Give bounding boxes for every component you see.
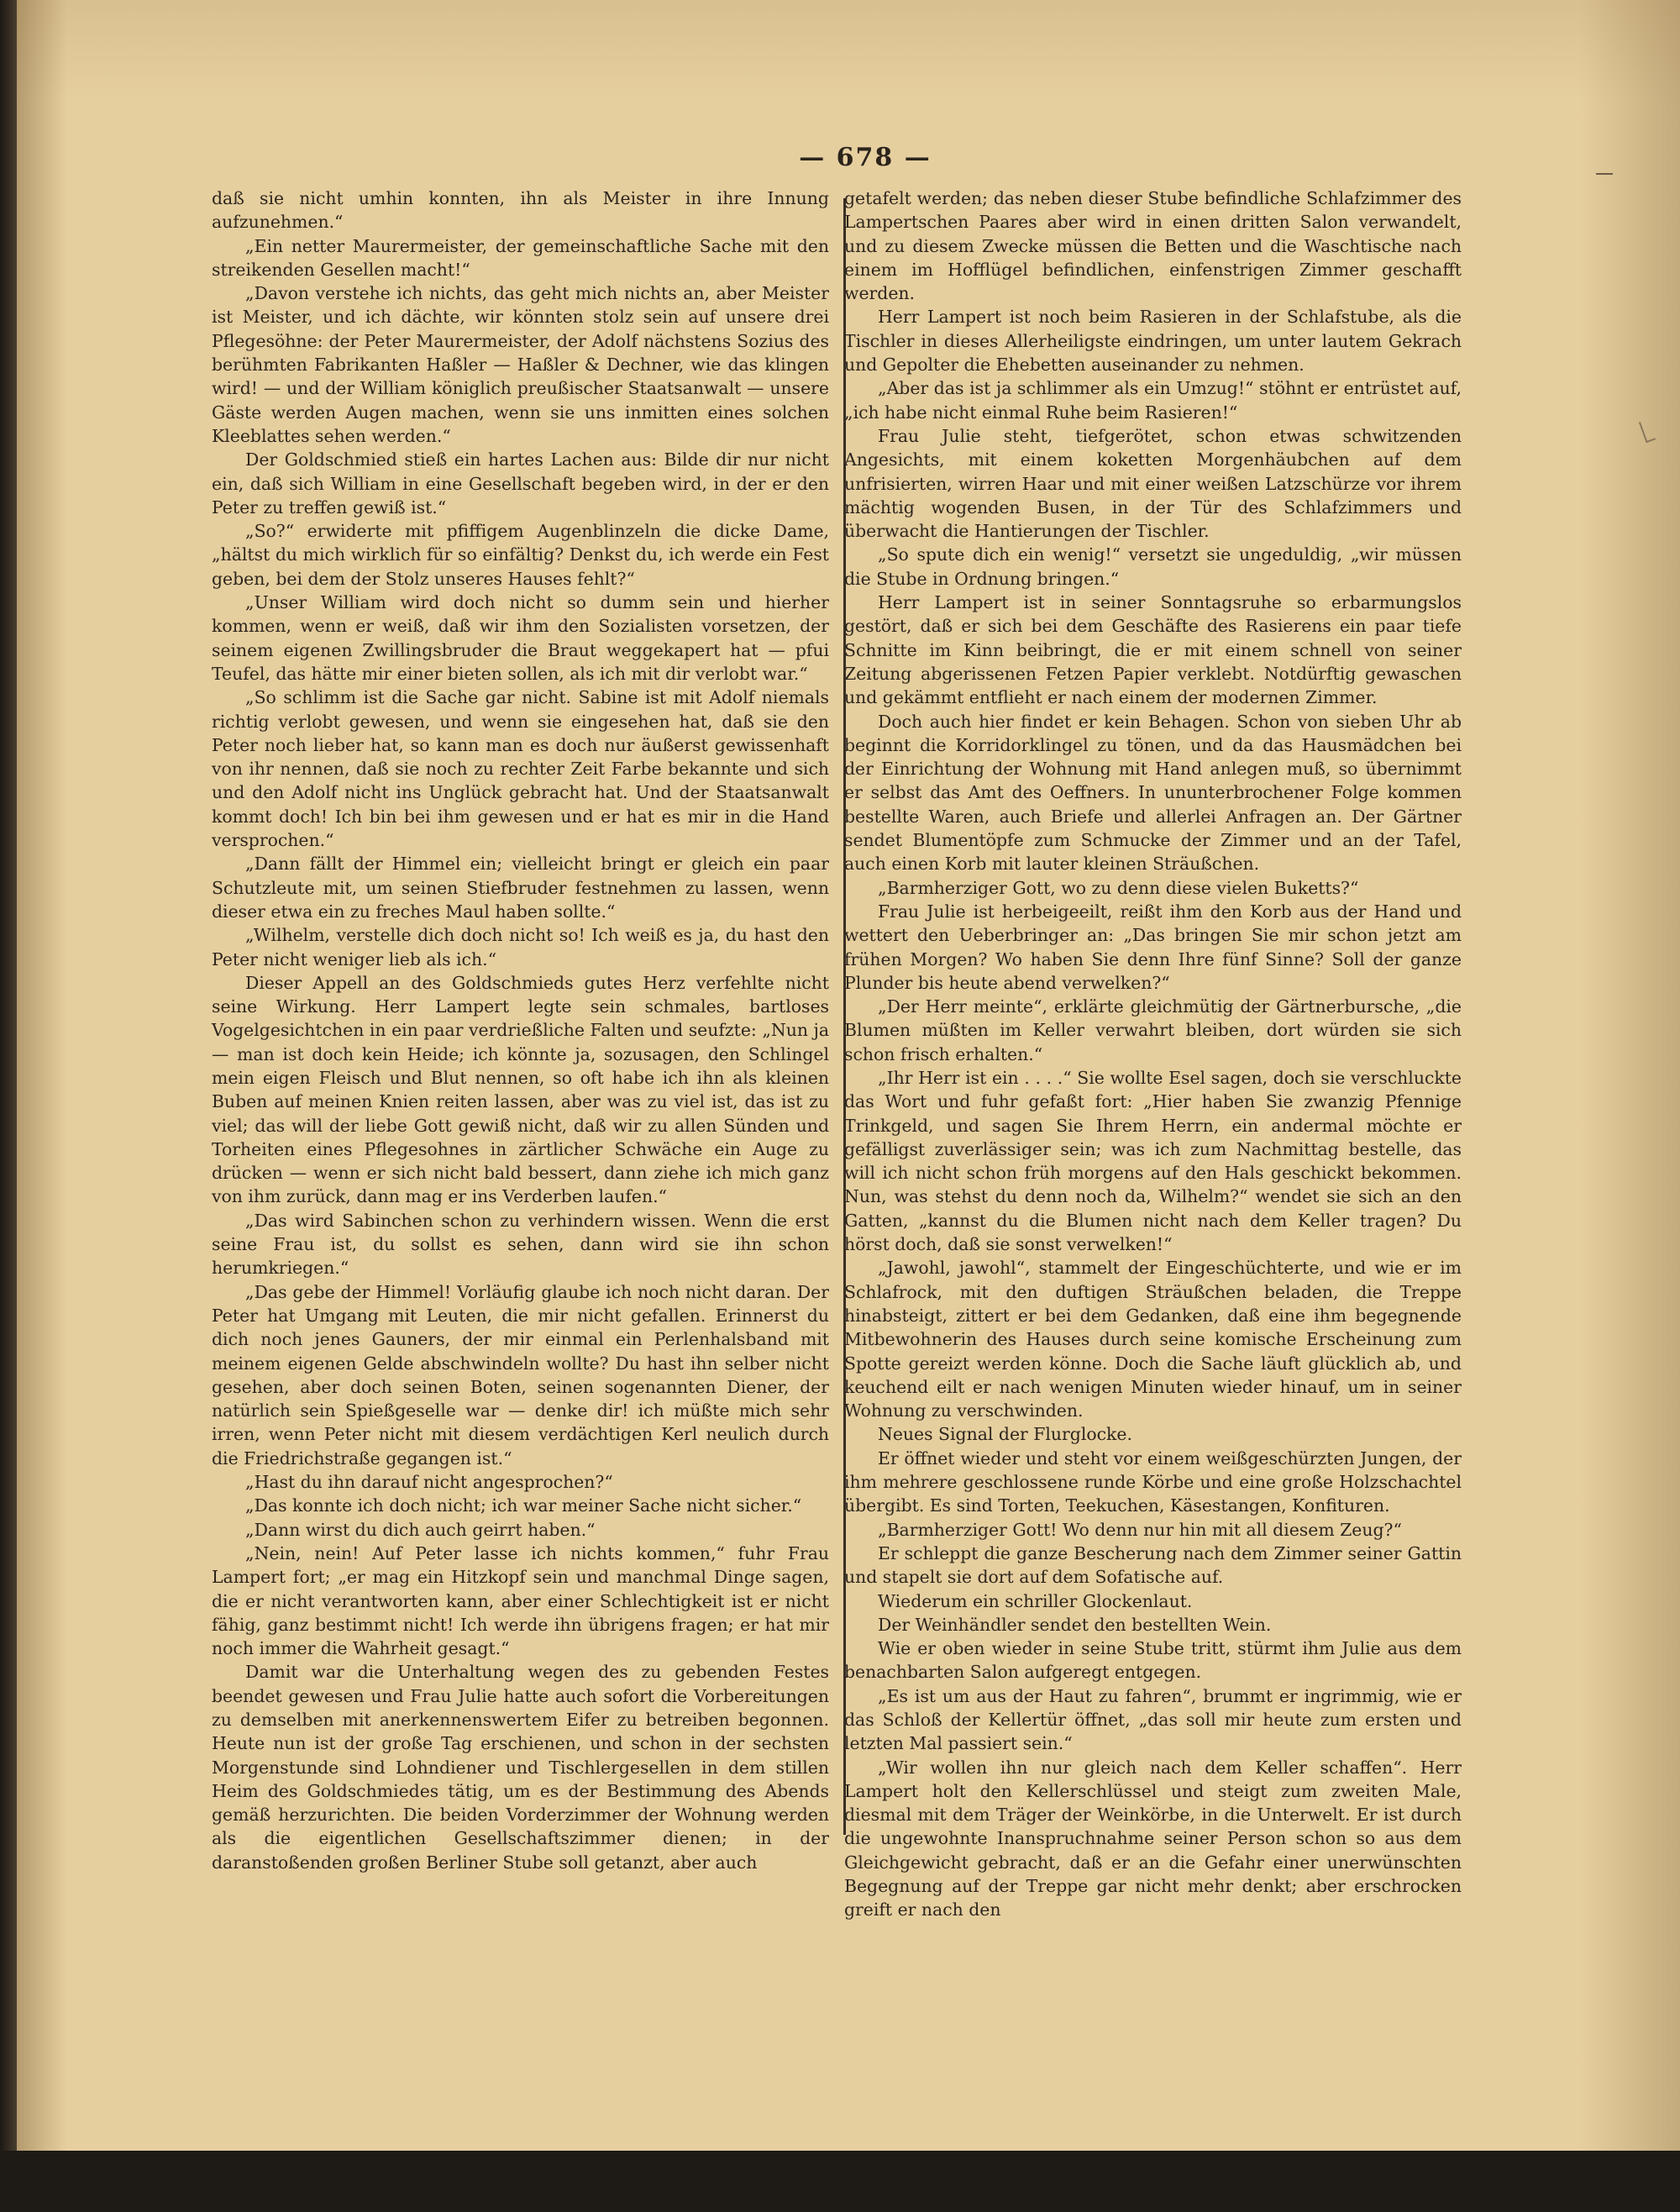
paragraph: „Das wird Sabinchen schon zu verhindern wissen. Wenn die erst seine Frau ist, du sollst es sehen, dann wird sie ihn schon herumkriegen.“ [212,1210,829,1279]
paragraph: „Barmherziger Gott, wo zu denn diese vielen Buketts?“ [878,877,1359,898]
margin-pencil-mark [1639,419,1656,444]
paragraph: „Dann wirst du dich auch geirrt haben.“ [245,1519,596,1540]
paragraph: Er schleppt die ganze Bescherung nach dem Zimmer seiner Gattin und stapelt sie dort auf dem Sofatische auf. [844,1542,1462,1588]
paragraph: Doch auch hier findet er kein Behagen. Schon von sieben Uhr ab beginnt die Korridorklingel zu tönen, und da das Hausmädchen bei der Einrichtung der Wohnung mit Hand anlegen muß, so übernimmt er selbst das Amt des Oeffners. In ununterbrochener Folge kommen bestellte Waren, auch Briefe und allerlei Anfragen an. Der Gärtner sendet Blumentöpfe zum Schmucke der Zimmer und an der Tafel, auch einen Korb mit lauter kleinen Sträußchen. [844,711,1462,875]
paragraph: „So schlimm ist die Sache gar nicht. Sabine ist mit Adolf niemals richtig verlobt gewesen, und wenn sie eingesehen hat, daß sie den Peter noch lieber hat, so kann man es doch nur äußerst gewissenhaft von ihr nennen, daß sie noch zu rechter Zeit Farbe bekannte und sich und den Adolf nicht ins Unglück gebracht hat. Und der Staatsanwalt kommt doch! Ich bin bei ihm gewesen und er hat es mir in die Hand versprochen.“ [212,687,829,851]
margin-tick-mark [1596,173,1613,175]
paragraph: daß sie nicht umhin konnten, ihn als Meister in ihre Innung aufzunehmen.“ [212,188,829,233]
paragraph: Damit war die Unterhaltung wegen des zu gebenden Festes beendet gewesen und Frau Julie hatte auch sofort die Vorbereitungen zu demselben mit anerkennenswertem Eifer zu betreiben begonnen. Heute nun ist der große Tag erschienen, und schon in der sechsten Morgenstunde sind Lohndiener und Tischlergesellen in dem stillen Heim des Goldschmiedes tätig, um es der Bestimmung des Abends gemäß herzurichten. Die beiden Vorderzimmer der Wohnung werden als die eigentlichen Gesellschaftszimmer dienen; in der daranstoßenden großen Berliner Stube soll getanzt, aber auch [212,1662,829,1873]
left-text-column [212,187,829,1874]
paragraph: Der Goldschmied stieß ein hartes Lachen aus: Bilde dir nur nicht ein, daß sich William in eine Gesellschaft begeben wird, in der er den Peter zu treffen gewiß ist.“ [212,449,829,518]
paragraph: „Wilhelm, verstelle dich doch nicht so! Ich weiß es ja, du hast den Peter nicht weniger lieb als ich.“ [212,925,829,969]
paragraph: „Es ist um aus der Haut zu fahren“, brummt er ingrimmig, wie er das Schloß der Kellertür öffnet, „das soll mir heute zum ersten und letzten Mal passiert sein.“ [844,1685,1462,1754]
paragraph: „Dann fällt der Himmel ein; vielleicht bringt er gleich ein paar Schutzleute mit, um seinen Stiefbruder festnehmen zu lassen, wenn dieser etwa ein zu freches Maul haben sollte.“ [212,854,829,922]
paragraph: „So?“ erwiderte mit pfiffigem Augenblinzeln die dicke Dame, „hältst du mich wirklich für so einfältig? Denkst du, ich werde ein Fest geben, bei dem der Stolz unseres Hauses fehlt?“ [212,521,829,589]
paragraph: Neues Signal der Flurglocke. [878,1424,1132,1445]
paragraph: „So spute dich ein wenig!“ versetzt sie ungeduldig, „wir müssen die Stube in Ordnung bringen.“ [844,544,1462,589]
paragraph: „Wir wollen ihn nur gleich nach dem Keller schaffen“. Herr Lampert holt den Kellerschlüssel und steigt zum zweiten Male, diesmal mit dem Träger der Weinkörbe, in die Unterwelt. Er ist durch die ungewohnte Inanspruchnahme seiner Person schon so aus dem Gleichgewicht gebracht, daß er an die Gefahr einer unerwünschten Begegnung auf der Treppe gar nicht mehr denkt; aber erschrocken greift er nach den [844,1757,1462,1920]
paragraph: Er öffnet wieder und steht vor einem weißgeschürzten Jungen, der ihm mehrere geschlossene runde Körbe und eine große Holzschachtel übergibt. Es sind Torten, Teekuchen, Käsestangen, Konfituren. [844,1448,1462,1516]
book-binding-shadow [0,0,17,2212]
paragraph: „Ihr Herr ist ein . . . .“ Sie wollte Esel sagen, doch sie verschluckte das Wort und fuhr gefaßt fort: „Hier haben Sie zwanzig Pfennige Trinkgeld, und sagen Sie Ihrem Herrn, ein andermal möchte er gefälligst zuverlässiger sein; was ich zum Nachmittag bestelle, das will ich nicht schon früh morgens auf den Hals geschickt bekommen. Nun, was stehst du denn noch da, Wilhelm?“ wendet sie sich an den Gatten, „kannst du die Blumen nicht nach dem Keller tragen? Du hörst doch, daß sie sonst verwelken!“ [844,1067,1462,1255]
paragraph: „Der Herr meinte“, erklärte gleichmütig der Gärtnerbursche, „die Blumen müßten im Keller verwahrt bleiben, dort würden sie sich schon frisch erhalten.“ [844,996,1462,1064]
paragraph: „Barmherziger Gott! Wo denn nur hin mit all diesem Zeug?“ [878,1519,1402,1540]
paragraph: „Das konnte ich doch nicht; ich war meiner Sache nicht sicher.“ [245,1495,802,1516]
paragraph: Herr Lampert ist noch beim Rasieren in der Schlafstube, als die Tischler in dieses Allerheiligste eindringen, um unter lautem Gekrach und Gepolter die Ehebetten auseinander zu nehmen. [844,307,1462,376]
page-number: — 678 — [799,143,932,172]
scan-background [0,2151,1680,2212]
paragraph: „Ein netter Maurermeister, der gemeinschaftliche Sache mit den streikenden Gesellen macht!“ [212,235,829,280]
paragraph: Wiederum ein schriller Glockenlaut. [878,1590,1193,1611]
paragraph: „Unser William wird doch nicht so dumm sein und hierher kommen, wenn er weiß, daß wir ihm den Sozialisten vorsetzen, der seinem eigenen Zwillingsbruder die Braut weggekapert hat — pfui Teufel, das hätte mir einer bieten sollen, als ich mit dir verlobt war.“ [212,592,829,684]
paragraph: Dieser Appell an des Goldschmieds gutes Herz verfehlte nicht seine Wirkung. Herr Lampert legte sein schmales, bartloses Vogelgesichtchen in ein paar verdrießliche Falten und seufzte: „Nun ja — man ist doch kein Heide; ich könnte ja, sozusagen, den Schlingel mein eigen Fleisch und Blut nennen, so oft habe ich ihn als kleinen Buben auf meinen Knien reiten lassen, aber was zu viel ist, das ist zu viel; das will der liebe Gott gewiß nicht, daß wir zu allen Sünden und Torheiten eines Pflegesohnes in zärtlicher Schwäche ein Auge zu drücken — wenn er sich nicht bald bessert, dann ziehe ich mich ganz von ihm zurück, dann mag er ins Verderben laufen.“ [212,972,829,1207]
paragraph: Frau Julie ist herbeigeeilt, reißt ihm den Korb aus der Hand und wettert den Ueberbringer an: „Das bringen Sie mir schon jetzt am frühen Morgen? Wo haben Sie denn Ihre fünf Sinne? Soll der ganze Plunder bis heute abend verwelken?“ [844,901,1462,993]
paragraph: Der Weinhändler sendet den bestellten Wein. [878,1614,1272,1635]
paragraph: „Davon verstehe ich nichts, das geht mich nichts an, aber Meister ist Meister, und ich dächte, wir könnten stolz sein auf unsere drei Pflegesöhne: der Peter Maurermeister, der Adolf nächstens Sozius des berühmten Fabrikanten Haßler — Haßler & Dechner, wie das klingen wird! — und der William königlich preußischer Staatsanwalt — unsere Gäste werden Augen machen, wenn sie uns inmitten eines solchen Kleeblattes sehen werden.“ [212,283,829,446]
paragraph: „Das gebe der Himmel! Vorläufig glaube ich noch nicht daran. Der Peter hat Umgang mit Leuten, die mir nicht gefallen. Erinnerst du dich noch jenes Gauners, der mir einmal ein Perlenhalsband mit meinem eigenen Gelde abschwindeln wollte? Du hast ihn selber nicht gesehen, aber doch seinen Boten, seinen sogenannten Diener, der natürlich sein Spießgeselle war — denke dir! ich müßte mich sehr irren, wenn Peter nicht mit diesem verdächtigen Kerl neulich durch die Friedrichstraße gegangen ist.“ [212,1281,829,1469]
paragraph: Frau Julie steht, tiefgerötet, schon etwas schwitzenden Angesichts, mit einem koketten Morgenhäubchen auf dem unfrisierten, wirren Haar und mit einer weißen Latzschürze vor ihrem mächtig wogenden Busen, in der Tür des Schlafzimmers und überwacht die Hantierungen der Tischler. [844,425,1462,542]
paragraph: „Aber das ist ja schlimmer als ein Umzug!“ stöhnt er entrüstet auf, „ich habe nicht einmal Ruhe beim Rasieren!“ [844,378,1462,423]
right-text-column [844,187,1462,1922]
paragraph: „Nein, nein! Auf Peter lasse ich nichts kommen,“ fuhr Frau Lampert fort; „er mag ein Hitzkopf sein und manchmal Dinge sagen, die er nicht verantworten kann, aber einer Schlechtigkeit ist er nicht fähig, ganz bestimmt nicht! Ich werde ihn übrigens fragen; er hat mir noch immer die Wahrheit gesagt.“ [212,1542,829,1659]
paragraph: „Hast du ihn darauf nicht angesprochen?“ [245,1472,613,1493]
paragraph: „Jawohl, jawohl“, stammelt der Eingeschüchterte, und wie er im Schlafrock, mit den duftigen Sträußchen beladen, die Treppe hinabsteigt, zittert er bei dem Gedanken, daß eine ihm begegnende Mitbewohnerin des Hauses durch seine komische Erscheinung zum Spotte gereizt werden könne. Doch die Sache läuft glücklich ab, und keuchend eilt er nach wenigen Minuten wieder hinauf, um in seiner Wohnung zu verschwinden. [844,1258,1462,1421]
paragraph: getafelt werden; das neben dieser Stube befindliche Schlafzimmer des Lampertschen Paares aber wird in einen dritten Salon verwandelt, und zu diesem Zwecke müssen die Betten und die Waschtische nach einem im Hofflügel befindlichen, einfenstrigen Zimmer geschafft werden. [844,188,1462,304]
paragraph: Herr Lampert ist in seiner Sonntagsruhe so erbarmungslos gestört, daß er sich bei dem Geschäfte des Rasierens ein paar tiefe Schnitte im Kinn beibringt, die er mit einem schnell von seiner Zeitung abgerissenen Fetzen Papier verklebt. Notdürftig gewaschen und gekämmt entflieht er nach einem der modernen Zimmer. [844,592,1462,708]
paragraph: Wie er oben wieder in seine Stube tritt, stürmt ihm Julie aus dem benachbarten Salon aufgeregt entgegen. [844,1638,1462,1683]
